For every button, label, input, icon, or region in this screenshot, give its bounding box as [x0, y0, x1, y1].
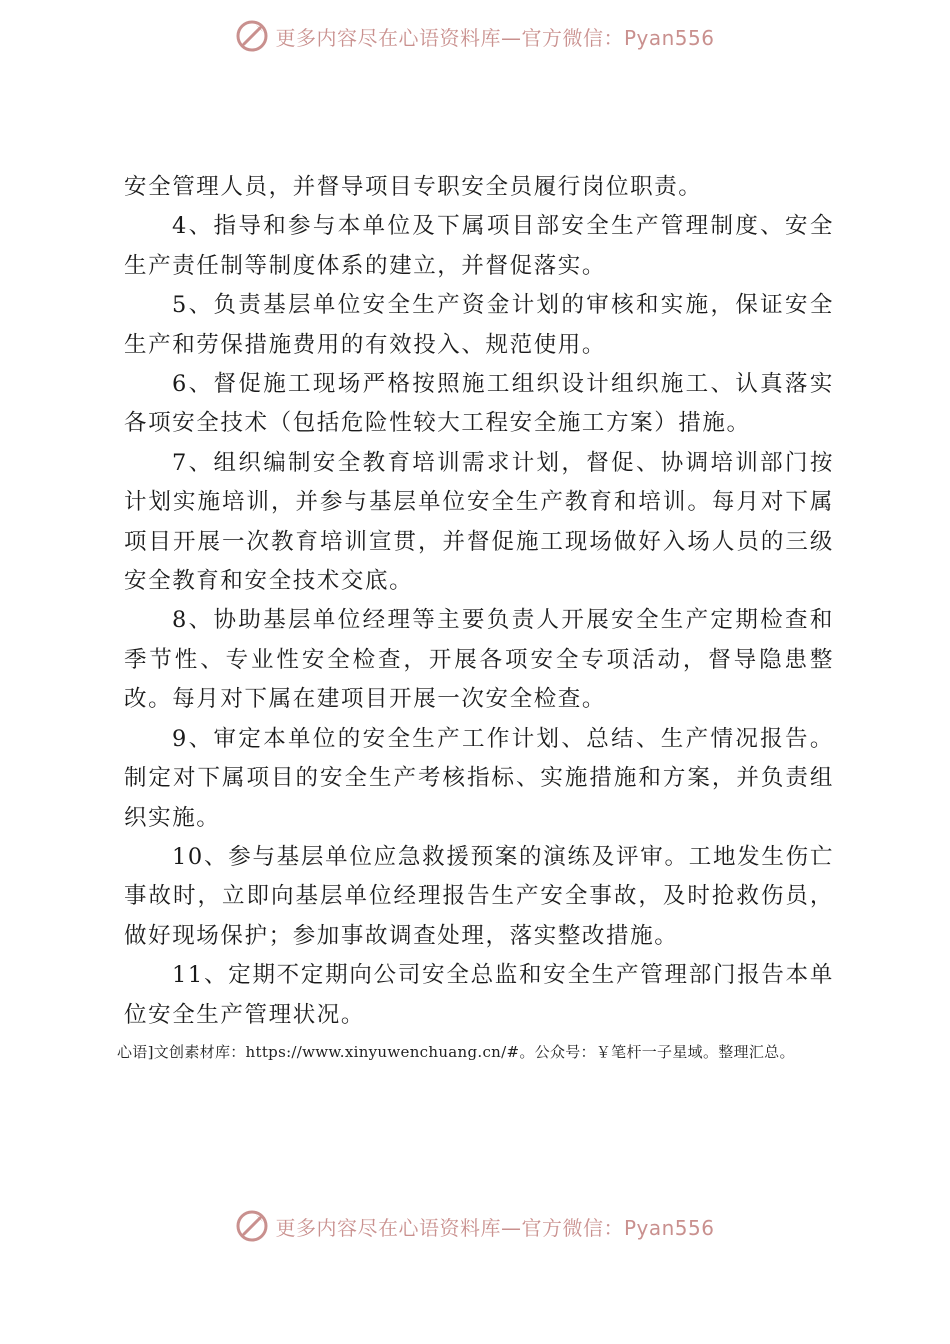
logo-icon	[235, 1209, 269, 1243]
logo-icon	[235, 19, 269, 53]
paragraph-item-9: 9、审定本单位的安全生产工作计划、总结、生产情况报告。制定对下属项目的安全生产考核指标、实施措施和方案，并负责组织实施。	[124, 725, 834, 831]
paragraph-item-7: 7、组织编制安全教育培训需求计划，督促、协调培训部门按计划实施培训，并参与基层单位安全生产教育和培训。每月对下属项目开展一次教育培训宣贯，并督促施工现场做好入场人员的三级安全教育和安全技术交底。	[124, 449, 834, 595]
paragraph-item-10: 10、参与基层单位应急救援预案的演练及评审。工地发生伤亡事故时，立即向基层单位经理报告生产安全事故，及时抢救伤员，做好现场保护；参加事故调查处理，落实整改措施。	[124, 843, 834, 949]
paragraph-item-4: 4、指导和参与本单位及下属项目部安全生产管理制度、安全生产责任制等制度体系的建立，并督促落实。	[124, 213, 834, 279]
paragraph-item-8: 8、协助基层单位经理等主要负责人开展安全生产定期检查和季节性、专业性安全检查，开展各项安全专项活动，督导隐患整改。每月对下属在建项目开展一次安全检查。	[124, 607, 834, 713]
footer-watermark-banner	[0, 1206, 950, 1246]
banner-text: 更多内容尽在心语资料库—官方微信：Pyan556	[275, 1215, 715, 1240]
paragraph-item-5: 5、负责基层单位安全生产资金计划的审核和实施，保证安全生产和劳保措施费用的有效投入、规范使用。	[124, 292, 834, 358]
source-footnote: 心语]文创素材库：https://www.xinyuwenchuang.cn/#。公众号：￥笔杆一子星域。整理汇总。	[117, 1043, 795, 1061]
paragraph-item-6: 6、督促施工现场严格按照施工组织设计组织施工、认真落实各项安全技术（包括危险性较大工程安全施工方案）措施。	[124, 371, 834, 437]
paragraph-item-11: 11、定期不定期向公司安全总监和安全生产管理部门报告本单位安全生产管理状况。	[124, 962, 834, 1028]
header-watermark-banner	[0, 16, 950, 56]
paragraph-continuation: 安全管理人员，并督导项目专职安全员履行岗位职责。	[124, 174, 703, 200]
document-body	[124, 168, 834, 1035]
banner-text: 更多内容尽在心语资料库—官方微信：Pyan556	[275, 25, 715, 50]
